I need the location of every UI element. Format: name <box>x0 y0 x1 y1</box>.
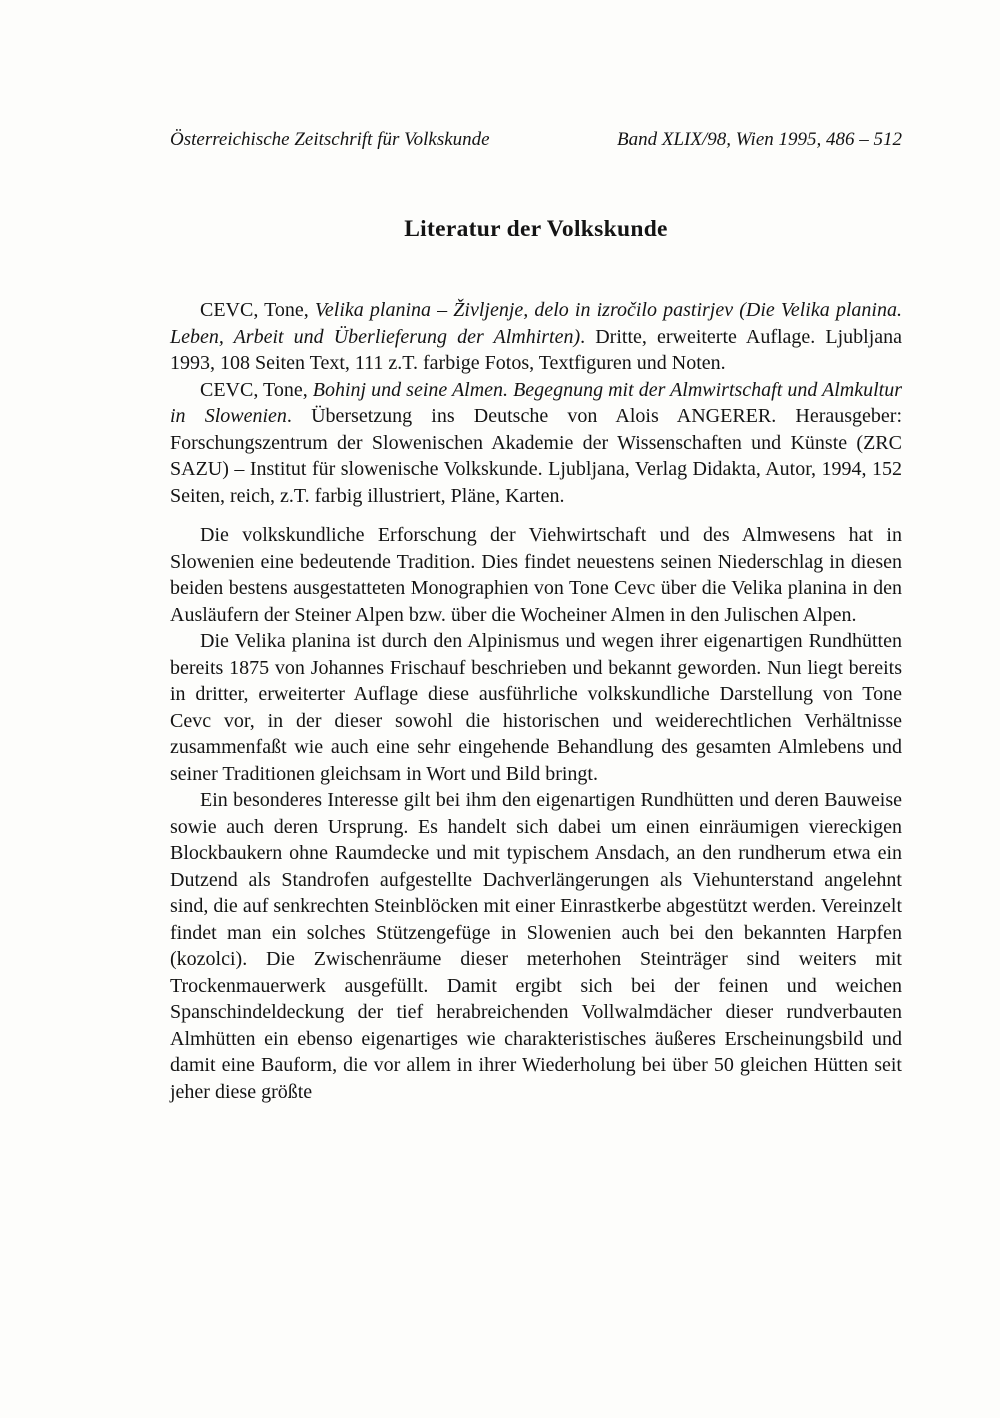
running-header <box>170 128 902 152</box>
paragraph <box>170 628 902 787</box>
text-run: CEVC, Tone, <box>200 299 315 321</box>
page-title: Literatur der Volkskunde <box>404 216 668 242</box>
text-run: Die Velika planina ist durch den Alpinismus und wegen ihrer eigenartigen Rundhütten bereits 1875 von Johannes Frischauf beschrieben und bekannt geworden. Nun liegt bereits in dritter, erweiterter Auflage diese ausführliche volkskundliche Darstellung von Tone Cevc vor, in der dieser sowohl die historischen und weiderechtlichen Verhältnisse zusammenfaßt wie auch eine sehr eingehende Behandlung des gesamten Almlebens und seiner Traditionen gleichsam in Wort und Bild bringt. <box>170 630 902 785</box>
text-run: . Dritte, erweiterte Auflage. Ljubljana 1993, 108 Seiten Text, 111 z.T. farbige Fotos, Textfiguren und Noten. <box>170 325 903 374</box>
paragraph <box>170 377 902 510</box>
paragraph <box>170 522 902 628</box>
issue-citation: Band XLIX/98, Wien 1995, 486 – 512 <box>617 129 902 150</box>
text-run: CEVC, Tone, <box>200 378 313 401</box>
paragraph <box>170 297 902 377</box>
page-content <box>170 128 902 1105</box>
text-run: Ein besonderes Interesse gilt bei ihm den eigenartigen Rundhütten und deren Bauweise sowie auch deren Ursprung. Es handelt sich dabei um einen einräumigen viereckigen Blockbaukern ohne Raumdecke und mit typischem Ansdach, an den rundherum etwa ein Dutzend als Standrofen aufgestellte Dachverlängerungen als Viehunterstand angelehnt sind, die auf senkrechten Steinblöcken mit einer Einrastkerbe abgestützt werden. Vereinzelt findet man ein solches Stützengefüge in Slowenien auch bei den bekannten Harpfen (kozolci). Die Zwischenräume dieser meterhohen Steinträger sind weiters mit Trockenmauerwerk ausgefüllt. Damit ergibt sich bei der feinen und weichen Spanschindeldeckung der tief herabreichenden Vollwalmdächer dieser rundverbauten Almhütten ein ebenso eigenartiges wie charakteristisches äußeres Erscheinungsbild und damit eine Bauform, die vor allem in ihrer Wiederholung bei über 50 gleichen Hütten seit jeher diese größte <box>170 789 902 1103</box>
text-run: Die volkskundliche Erforschung der Viehwirtschaft und des Almwesens hat in Slowenien eine bedeutende Tradition. Dies findet neuestens seinen Niederschlag in diesen beiden bestens ausgestatteten Monographien von Tone Cevc über die Velika planina in den Ausläufern der Steiner Alpen bzw. über die Wocheiner Almen in den Julischen Alpen. <box>170 524 902 626</box>
text-run: . Übersetzung ins Deutsche von Alois ANGERER. Herausgeber: Forschungszentrum der Slowenischen Akademie der Wissenschaften und Künste (ZRC SAZU) – Institut für slowenische Volkskunde. Ljubljana, Verlag Didakta, Autor, 1994, 152 Seiten, reich, z.T. farbig illustriert, Pläne, Karten. <box>170 405 903 507</box>
journal-name: Österreichische Zeitschrift für Volkskunde <box>170 129 490 150</box>
paragraph <box>170 787 902 1105</box>
italic-text-run: Velika planina – Življenje, delo in izročilo pastirjev (Die Velika planina. Leben, Arbeit und Überlieferung der Almhirten) <box>170 299 902 348</box>
italic-text-run: Bohinj und seine Almen. Begegnung mit der Almwirtschaft und Almkultur in Slowenien <box>170 378 902 427</box>
document-body <box>170 297 902 1105</box>
